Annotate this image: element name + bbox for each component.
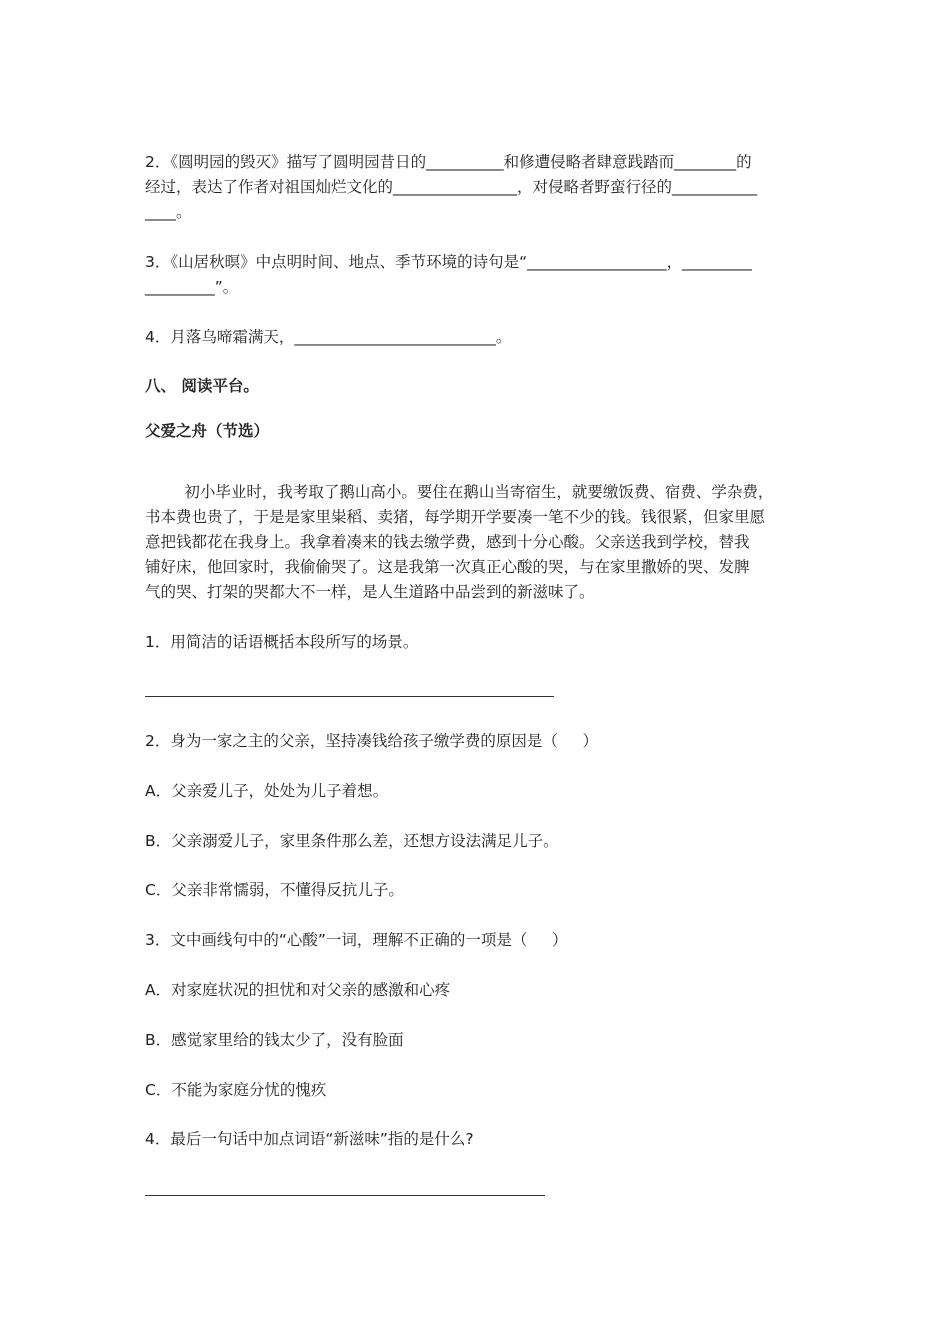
passage-title: 父爱之舟（节选） [145,422,270,440]
reading-question-1: 1．用简洁的话语概括本段所写的场景。 [145,633,419,651]
question-2-option-c[interactable]: C．父亲非常懦弱，不懂得反抗儿子。 [145,881,404,899]
question-2-option-a[interactable]: A．父亲爱儿子，处处为儿子着想。 [145,782,389,800]
reading-question-4: 4．最后一句话中加点词语“新滋味”指的是什么? [145,1130,474,1148]
passage-line-2: 书本费也贵了，于是是家里粜稻、卖猪，每学期开学要凑一笔不少的钱。钱很紧，但家里愿 [145,508,766,526]
answer-line-1[interactable] [145,696,554,697]
answer-line-4[interactable] [145,1195,545,1196]
passage-line-1: 初小毕业时，我考取了鹅山高小。要住在鹅山当寄宿生，就要缴饭费、宿费、学杂费， [145,483,774,501]
reading-question-2: 2．身为一家之主的父亲，坚持凑钱给孩子缴学费的原因是（ ） [145,732,598,750]
question-3-line-2: _________”。 [145,278,239,296]
question-2-line-1: 2．《圆明园的毁灭》描写了圆明园昔日的__________和修遭侵略者肆意践踏而________的 [145,153,752,171]
passage-line-3: 意把钱都花在我身上。我拿着凑来的钱去缴学费，感到十分心酸。父亲送我到学校，替我 [145,533,750,551]
question-2-line-2: 经过，表达了作者对祖国灿烂文化的________________，对侵略者野蛮行径的___________ [145,178,758,196]
question-3-option-b[interactable]: B．感觉家里给的钱太少了，没有脸面 [145,1031,404,1049]
passage-line-5: 气的哭、打架的哭都大不一样，是人生道路中品尝到的新滋味了。 [145,583,595,601]
question-3-option-a[interactable]: A．对家庭状况的担忧和对父亲的感激和心疼 [145,981,451,999]
question-2-line-3: ____。 [145,203,192,221]
reading-question-3: 3．文中画线句中的“心酸”一词，理解不正确的一项是（ ） [145,931,568,949]
question-2-option-b[interactable]: B．父亲溺爱儿子，家里条件那么差，还想方设法满足儿子。 [145,832,559,850]
passage-line-4: 铺好床，他回家时，我偷偷哭了。这是我第一次真正心酸的哭，与在家里撒娇的哭、发脾 [145,558,750,576]
question-4: 4．月落乌啼霜满天，__________________________。 [145,328,512,346]
question-3-line-1: 3．《山居秋暝》中点明时间、地点、季节环境的诗句是“__________________，_________ [145,253,752,271]
question-3-option-c[interactable]: C．不能为家庭分忧的愧疚 [145,1081,327,1099]
section-title: 八、 阅读平台。 [145,377,259,395]
